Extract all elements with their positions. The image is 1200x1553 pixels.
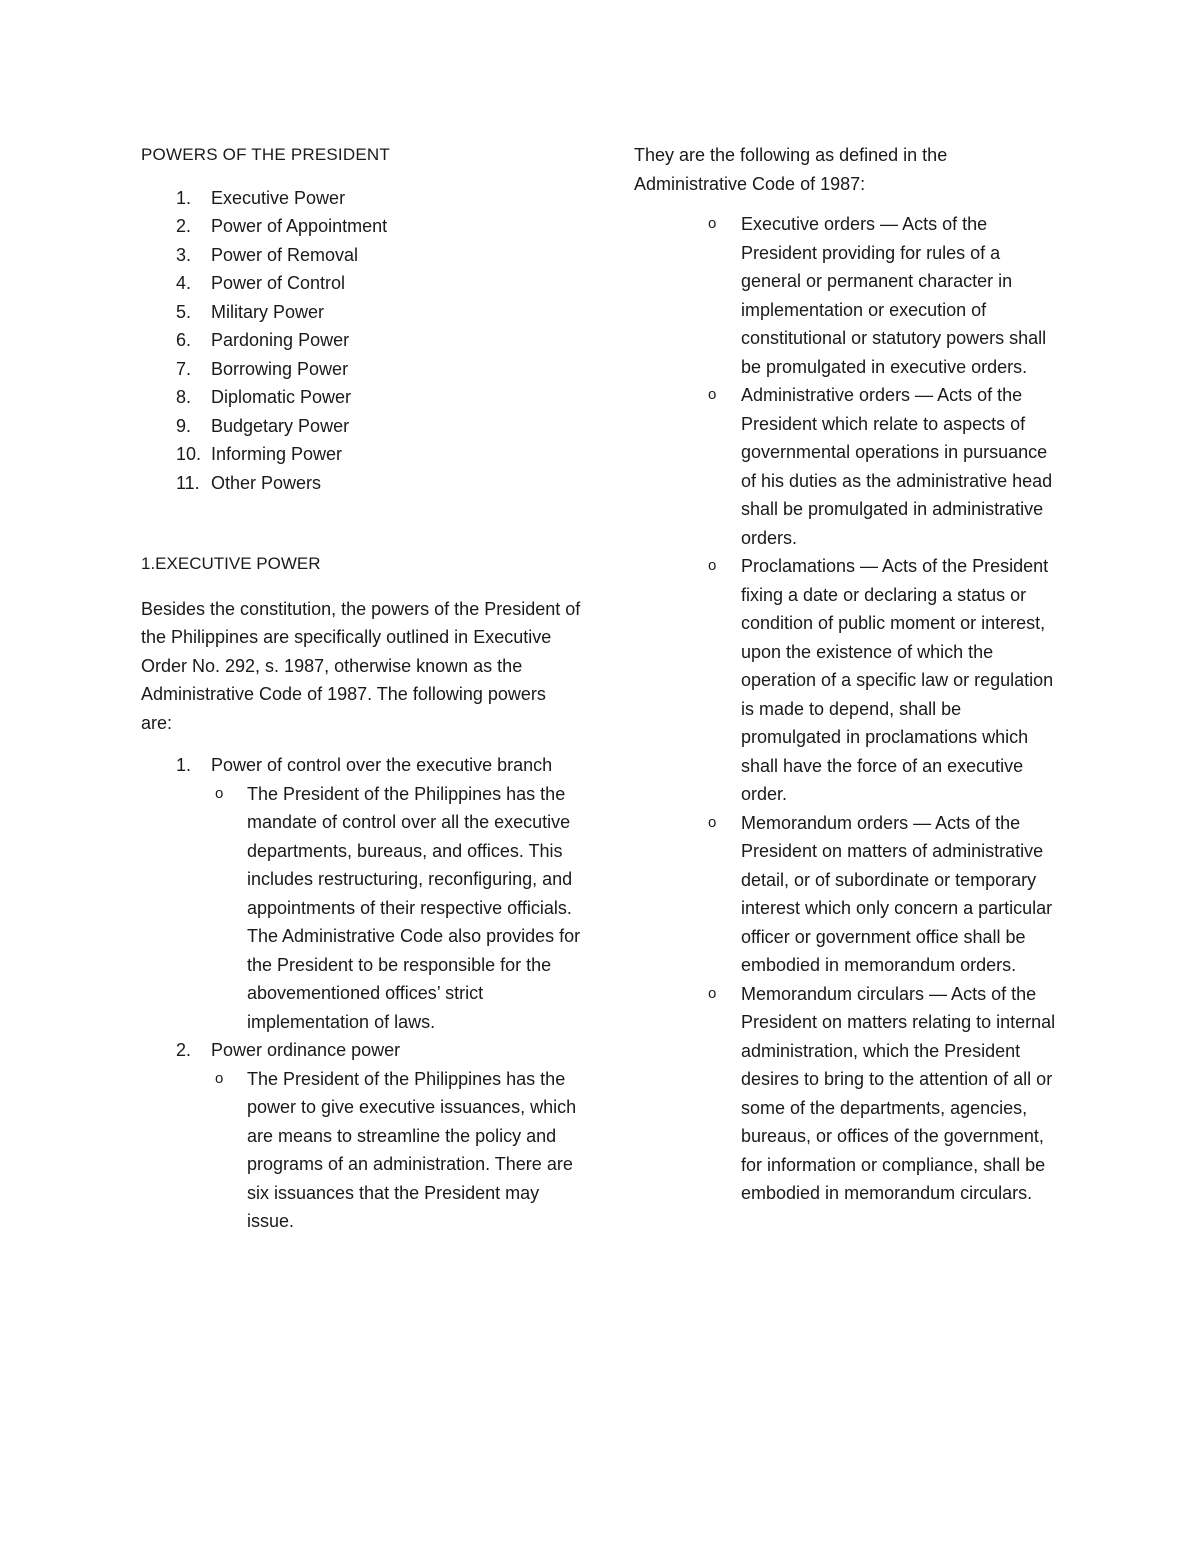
- list-item: [141, 412, 581, 441]
- list-number: 2.: [176, 1040, 192, 1060]
- bullet-text: Proclamations — Acts of the President fixing a date or declaring a status or condition of public moment or interest, upon the existence of which the operation of a specific law or regulation is made to depend, shall be promulgated in proclamations which shall have the force of an executive order.: [741, 556, 1054, 804]
- list-label: Power of Control: [211, 273, 346, 293]
- list-item: [141, 269, 581, 298]
- list-number: 8.: [176, 387, 192, 407]
- bullet-mark: o: [708, 215, 717, 232]
- list-label: Power of Appointment: [211, 216, 388, 236]
- bullet-mark: o: [708, 813, 717, 831]
- bullet-text: Administrative orders — Acts of the President which relate to aspects of governmental operations in pursuance of his duties as the administrative head shall be promulgated in administrative orders.: [741, 385, 1053, 548]
- list-label: Informing Power: [211, 444, 343, 464]
- list-number: 11.: [176, 472, 200, 493]
- list-number: 1.: [176, 187, 192, 208]
- list-number: 5.: [176, 301, 192, 322]
- bullet-text: The President of the Philippines has the power to give executive issuances, which are means to streamline the policy and programs of an administration. There are six issuances that the President may issue.: [247, 1068, 577, 1231]
- powers-list: [141, 184, 581, 498]
- executive-powers-list: [141, 751, 581, 1236]
- bullet-mark: o: [708, 386, 717, 403]
- list-label: Borrowing Power: [211, 358, 349, 379]
- bullet-mark: o: [215, 1069, 224, 1087]
- sub-bullet-list: [211, 1065, 581, 1236]
- bullet-item: [634, 552, 1064, 809]
- list-label: Pardoning Power: [211, 330, 350, 350]
- bullet-mark: o: [708, 557, 717, 574]
- list-label: Power ordinance power: [211, 1040, 401, 1060]
- list-item: [141, 326, 581, 355]
- sub-bullet-list: [211, 780, 581, 1037]
- page-title: POWERS OF THE PRESIDENT: [141, 145, 390, 164]
- list-item: [141, 440, 581, 469]
- list-number: 9.: [176, 415, 192, 436]
- issuances-list: [634, 210, 1064, 1208]
- bullet-item: [634, 980, 1064, 1208]
- list-item: [141, 469, 581, 498]
- list-item: [141, 355, 581, 384]
- list-item: [141, 1036, 581, 1236]
- list-number: 2.: [176, 216, 192, 236]
- list-number: 3.: [176, 244, 192, 265]
- list-item: [141, 383, 581, 412]
- list-item: [141, 212, 581, 241]
- list-number: 1.: [176, 755, 192, 775]
- list-number: 6.: [176, 330, 192, 350]
- list-label: Power of control over the executive branch: [211, 755, 553, 775]
- list-label: Other Powers: [211, 472, 322, 493]
- list-item: [141, 298, 581, 327]
- list-number: 7.: [176, 358, 192, 379]
- list-label: Diplomatic Power: [211, 387, 352, 407]
- list-label: Budgetary Power: [211, 415, 350, 436]
- left-column: [141, 141, 581, 1236]
- bullet-item: [634, 210, 1064, 381]
- section-heading: 1.EXECUTIVE POWER: [141, 554, 321, 573]
- bullet-item: [634, 381, 1064, 552]
- right-column: [634, 141, 1064, 1208]
- list-item: [141, 241, 581, 270]
- bullet-item: [211, 780, 581, 1037]
- bullet-mark: o: [215, 784, 224, 802]
- bullet-text: The President of the Philippines has the mandate of control over all the executive departments, bureaus, and offices. This includes restructuring, reconfiguring, and appointments of their respective officials. The Administrative Code also provides for the President to be responsible for the abovementioned offices’ strict implementation of laws.: [247, 783, 581, 1032]
- intro-paragraph: Besides the constitution, the powers of the President of the Philippines are specifically outlined in Executive Order No. 292, s. 1987, otherwise known as the Administrative Code of 1987. The following powers are:: [141, 598, 581, 733]
- bullet-text: Executive orders — Acts of the President providing for rules of a general or permanent character in implementation or execution of constitutional or statutory powers shall be promulgated in executive orders.: [741, 214, 1047, 377]
- list-item: [141, 751, 581, 1036]
- list-label: Military Power: [211, 301, 325, 322]
- right-intro-paragraph: They are the following as defined in the Administrative Code of 1987:: [634, 145, 948, 194]
- bullet-text: Memorandum circulars — Acts of the President on matters relating to internal administration, which the President desires to bring to the attention of all or some of the departments, agencies, bureaus, or offices of the government, for information or compliance, shall be embodied in memorandum circulars.: [741, 983, 1056, 1203]
- list-item: [141, 184, 581, 213]
- list-number: 10.: [176, 444, 202, 464]
- bullet-mark: o: [708, 984, 717, 1002]
- bullet-item: [211, 1065, 581, 1236]
- bullet-text: Memorandum orders — Acts of the President on matters of administrative detail, or of subordinate or temporary interest which only concern a particular officer or government office shall be embodied in memorandum orders.: [741, 812, 1053, 975]
- bullet-item: [634, 809, 1064, 980]
- list-number: 4.: [176, 273, 192, 293]
- list-label: Power of Removal: [211, 244, 359, 265]
- list-label: Executive Power: [211, 187, 346, 208]
